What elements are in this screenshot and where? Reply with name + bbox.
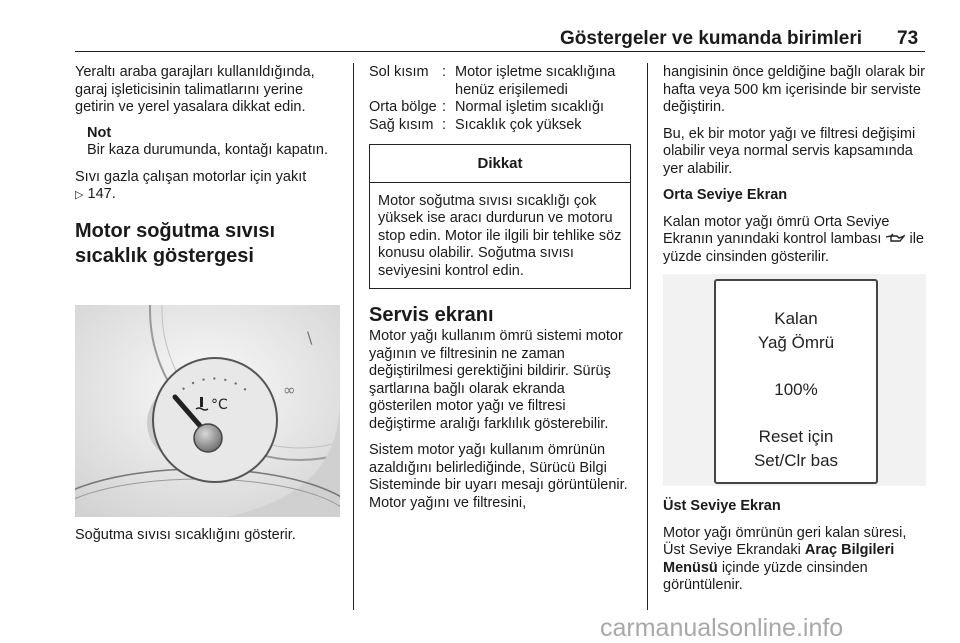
column-divider-left: [353, 63, 354, 610]
gauge-caption-block: [75, 527, 345, 545]
page-reference[interactable]: 147.: [87, 186, 116, 202]
left-column: [75, 64, 345, 269]
middle-column: [369, 64, 631, 512]
right-column: [663, 64, 928, 266]
paragraph-text: Motor yağı ömrünün geri kalan süresi, Üst Seviye Ekrandaki: [663, 524, 907, 558]
row-value: Motor işletme sıcaklığına henüz erişilemedi: [455, 64, 616, 98]
row-value: Sıcaklık çok yüksek: [455, 116, 582, 133]
table-row: [369, 117, 631, 135]
row-colon: :: [442, 116, 447, 133]
paragraph: Sistem motor yağı kullanım ömrünün azaldığını belirlediğinde, Sürücü Bilgi Sisteminde bir uyarı mesajı görüntülenir. Motor yağını ve filtresini,: [369, 442, 628, 511]
subheading: Üst Seviye Ekran: [663, 498, 781, 514]
watermark: carmanualsonline.info: [600, 614, 844, 642]
row-value: Normal işletim sıcaklığı: [455, 99, 605, 115]
paragraph-text: Sıvı gazla çalışan motorlar için yakıt: [75, 168, 307, 185]
oil-life-screen: [714, 279, 878, 484]
column-divider-right: [647, 63, 648, 610]
page-number: 73: [897, 28, 919, 49]
oil-life-percent: 100%: [774, 380, 818, 399]
paragraph: Yeraltı araba garajları kullanıldığında, garaj işleticisinin talimatlarını yerine getirin ve yerel yasalara dikkat edin.: [75, 64, 315, 115]
figure-caption: Soğutma sıvısı sıcaklığını gösterir.: [75, 527, 296, 543]
paragraph: [663, 525, 928, 595]
section-heading: Servis ekranı: [369, 304, 494, 326]
oil-can-icon: [885, 233, 905, 243]
note-title: Not: [87, 124, 112, 141]
gauge-infinity-mark: ∞: [283, 381, 296, 399]
row-key: Orta bölge: [369, 99, 437, 115]
gauge-tick-mark: \: [307, 328, 313, 347]
caution-title: Dikkat: [370, 145, 630, 183]
table-row: [369, 64, 631, 99]
row-colon: :: [442, 99, 447, 115]
display-line: Reset için: [758, 427, 834, 446]
row-key: Sol kısım: [369, 64, 429, 80]
menu-name: Araç Bilgileri Menüsü: [663, 542, 895, 576]
row-colon: :: [442, 64, 447, 80]
caution-box: [369, 144, 631, 289]
paragraph: Motor yağı kullanım ömrü sistemi motor yağının ve filtresinin ne zaman değiştirilmesi gerektiğini bildirir. Sürüş şartlarına bağlı olarak ekranda gösterilen motor yağı ve filtresi değiştirme aralığı farklılık gösterebilir.: [369, 328, 623, 432]
paragraph: Bu, ek bir motor yağı ve filtresi değişimi olabilir veya normal servis kapsamında yer alabilir.: [663, 125, 916, 177]
coolant-gauge-image: [75, 305, 340, 517]
oil-life-display-image: [663, 274, 926, 486]
paragraph-text: ile yüzde cinsinden gösterilir.: [663, 231, 924, 265]
paragraph: [663, 214, 928, 267]
subheading: Orta Seviye Ekran: [663, 187, 788, 203]
page-header-title: Göstergeler ve kumanda birimleri: [560, 28, 863, 49]
display-line: Yağ Ömrü: [757, 333, 835, 352]
gauge-unit-label: °C: [211, 397, 228, 413]
table-row: [369, 99, 631, 117]
row-key: Sağ kısım: [369, 116, 434, 133]
paragraph-text: içinde yüzde cinsinden görüntülenir.: [663, 559, 868, 593]
right-column-lower: [663, 498, 928, 595]
header-rule: [75, 51, 925, 52]
display-line: Kalan: [774, 309, 818, 328]
paragraph: hangisinin önce geldiğine bağlı olarak bir hafta veya 500 km içerisinde bir serviste değiştirin.: [663, 64, 925, 115]
paragraph-text: Kalan motor yağı ömrü Orta Seviye Ekranın yanındaki kontrol lambası: [663, 213, 890, 247]
arrow-reference-icon: ▷: [75, 189, 84, 201]
display-line: Set/Clr bas: [753, 451, 839, 470]
note-text: Bir kaza durumunda, kontağı kapatın.: [87, 142, 329, 158]
paragraph: [75, 169, 345, 205]
section-heading: Motor soğutma sıvısı sıcaklık göstergesi: [75, 219, 276, 267]
caution-text: Motor soğutma sıvısı sıcaklığı çok yüksek ise aracı durdurun ve motoru stop edin. Motor ile ilgili bir tehlike söz konusu olabilir. Soğutma sıvısı seviyesini kontrol edin.: [378, 192, 622, 279]
